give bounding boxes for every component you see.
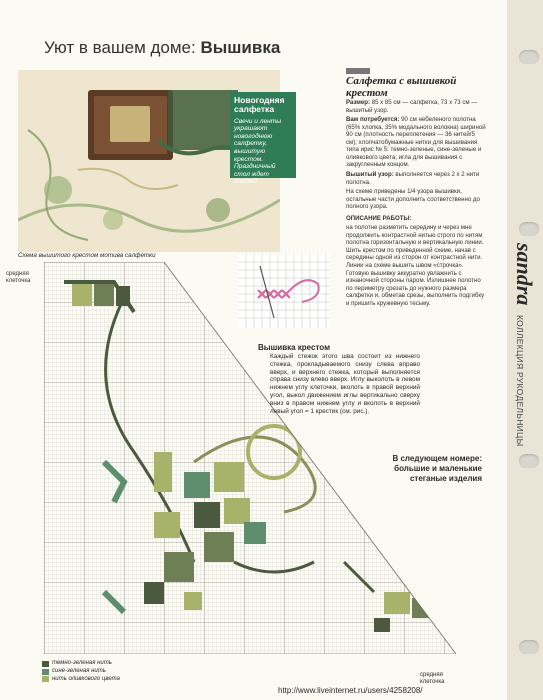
- next-issue: [364, 454, 482, 484]
- materials-text: 90 см небеленого полотна (65% хлопка, 35% модального волокна) шириной 90 см (плотность переплетения — 36 нитей/5 см); хлопчатобумажные нитки для вышивания типа ирис № 5: темно-зеленые, сине-зеленые и оливкового цвета; игла для вышивания с закругленным концом.: [346, 116, 486, 169]
- brand-logo: sandra: [512, 243, 537, 306]
- work-heading: ОПИСАНИЕ РАБОТЫ:: [346, 214, 412, 222]
- chart-label: Схема вышитого крестом мотива салфетки: [18, 252, 156, 259]
- scheme-text: На схеме приведены 1/4 узора вышивки, остальные части дополнить соответственно до полного узора.: [346, 188, 480, 211]
- legend-item: [42, 676, 120, 684]
- stitch-title: Вышивка крестом: [258, 343, 330, 352]
- work-text: на полотне разметить середину и через мне продолжить контрастной нитью строго по нитям полотна горизонтальную и вертикальную линии. Шить крестом по приведенной схеме, начав с середины одной из сторон от контрастной нити. Линии на схеме вышить швом «строчка». Готовую вышивку аккуратно увлажнить с изнаночной стороны паром. Излишнее полотно по периметру срезать до нужного размера салфетки и, обметав срезы, выполнить подгибку и пришить кружевную тесьму.: [346, 224, 485, 307]
- stitch-text: Каждый стежок этого шва состоит из нижнего стежка, прокладываемого снизу слева вправо вверх, и верхнего стежка, который выполняется справа снизу влево вверх. Иглу выколоть в левом нижнем углу клеточки, вколоть в правой верхний угол, выкол движением иглы вертикально сверху вниз в правом нижнем углу и вколоть в верхний левый угол = 1 крестик (см. рис.).: [270, 353, 420, 415]
- section-tag: [346, 68, 370, 74]
- page-title: Уют в вашем доме: Вышивка: [44, 38, 281, 57]
- legend-swatch: [42, 669, 49, 675]
- stitch-illustration: [238, 254, 330, 328]
- series-title: КОЛЛЕКЦИЯ РУКОДЕЛЬНИЦЫ: [515, 315, 525, 447]
- photo-caption: [230, 92, 296, 186]
- middle-cell-label-bottom: средняя клеточка: [420, 672, 445, 685]
- photo-caption-text: Свечи и ленты украшают новогоднюю салфетку, вышитую крестом. Праздничный стол ждет гостей.: [234, 117, 282, 186]
- legend-item: [42, 668, 120, 676]
- size-text: 85 х 85 см — салфетка, 73 х 73 см — вышитый узор.: [346, 99, 478, 114]
- binder-hole: [519, 50, 539, 64]
- middle-cell-label-top: средняя клеточка: [6, 271, 31, 284]
- legend-label: темно-зеленая нить: [52, 660, 112, 666]
- binder-hole: [519, 222, 539, 236]
- next-issue-line2: большие и маленькие стеганые изделия: [394, 464, 482, 483]
- legend-item: [42, 660, 120, 668]
- binder-hole: [519, 454, 539, 468]
- legend-label: сине-зеленая нить: [52, 667, 106, 674]
- footer-url: http://www.liveinternet.ru/users/4258208/: [278, 686, 423, 695]
- size-label: Размер:: [346, 99, 370, 107]
- side-strip: [507, 0, 543, 700]
- embroidery-text: выполняется через 2 х 2 нити полотна.: [346, 171, 480, 186]
- embroidery-label: Вышитый узор:: [346, 171, 394, 179]
- binder-hole: [519, 640, 539, 654]
- photo-caption-title: Новогодняя салфетка: [234, 95, 285, 115]
- color-legend: [42, 660, 120, 683]
- legend-swatch: [42, 676, 49, 682]
- materials-label: Вам потребуется:: [346, 116, 400, 124]
- legend-swatch: [42, 661, 49, 667]
- article-title: Салфетка с вышивкой крестом: [346, 75, 457, 99]
- next-issue-line1: В следующем номере:: [392, 454, 482, 463]
- legend-label: нить оливкового цвета: [52, 675, 120, 682]
